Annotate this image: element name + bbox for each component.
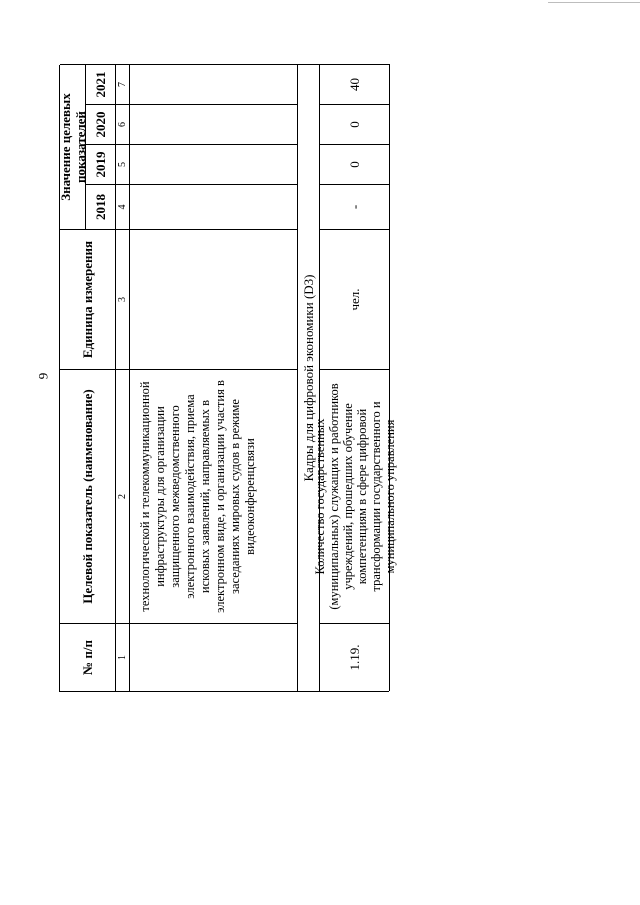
continued-2019 xyxy=(130,144,298,184)
continued-2020 xyxy=(130,104,298,144)
continued-text: технологической и телекоммуникационной инфраструктуры для организации защищенного межведомственного электронного взаимодействия, приема исковых заявлений, направляемых в электронном виде, и организации участия в заседаниях мировых судов в режиме видеоконференцсвязи xyxy=(130,369,298,623)
colnum-2: 2 xyxy=(116,369,130,623)
row-119-2019: 0 xyxy=(320,144,390,184)
colnum-3: 3 xyxy=(116,229,130,369)
continued-2021 xyxy=(130,64,298,104)
row-119-2018: - xyxy=(320,184,390,229)
section-title: Кадры для цифровой экономики (D3) xyxy=(298,64,320,691)
colnum-4: 4 xyxy=(116,184,130,229)
header-year-2020: 2020 xyxy=(86,104,116,144)
top-rule xyxy=(548,2,640,3)
row-119-num: 1.19. xyxy=(320,623,390,691)
header-num: № п/п xyxy=(60,623,116,691)
row-119-2021: 40 xyxy=(320,64,390,104)
header-year-2021: 2021 xyxy=(86,64,116,104)
header-year-2018: 2018 xyxy=(86,184,116,229)
header-year-2019: 2019 xyxy=(86,144,116,184)
colnum-5: 5 xyxy=(116,144,130,184)
row-119-2020: 0 xyxy=(320,104,390,144)
colnum-6: 6 xyxy=(116,104,130,144)
indicators-table xyxy=(57,65,397,692)
continued-unit xyxy=(130,229,298,369)
colnum-1: 1 xyxy=(116,623,130,691)
header-unit: Единица измерения xyxy=(60,229,116,369)
continued-2018 xyxy=(130,184,298,229)
header-target-values: Значение целевых показателей xyxy=(60,64,86,229)
header-indicator: Целевой показатель (наименование) xyxy=(60,369,116,623)
continued-num xyxy=(130,623,298,691)
colnum-7: 7 xyxy=(116,64,130,104)
page-number: 9 xyxy=(35,372,51,380)
row-119-text: Количество государственных (муниципальных) служащих и работников учреждений, прошедших обучение компетенциям в сфере цифровой трансформации государственного и муниципального управления xyxy=(320,369,390,623)
row-119-unit: чел. xyxy=(320,229,390,369)
